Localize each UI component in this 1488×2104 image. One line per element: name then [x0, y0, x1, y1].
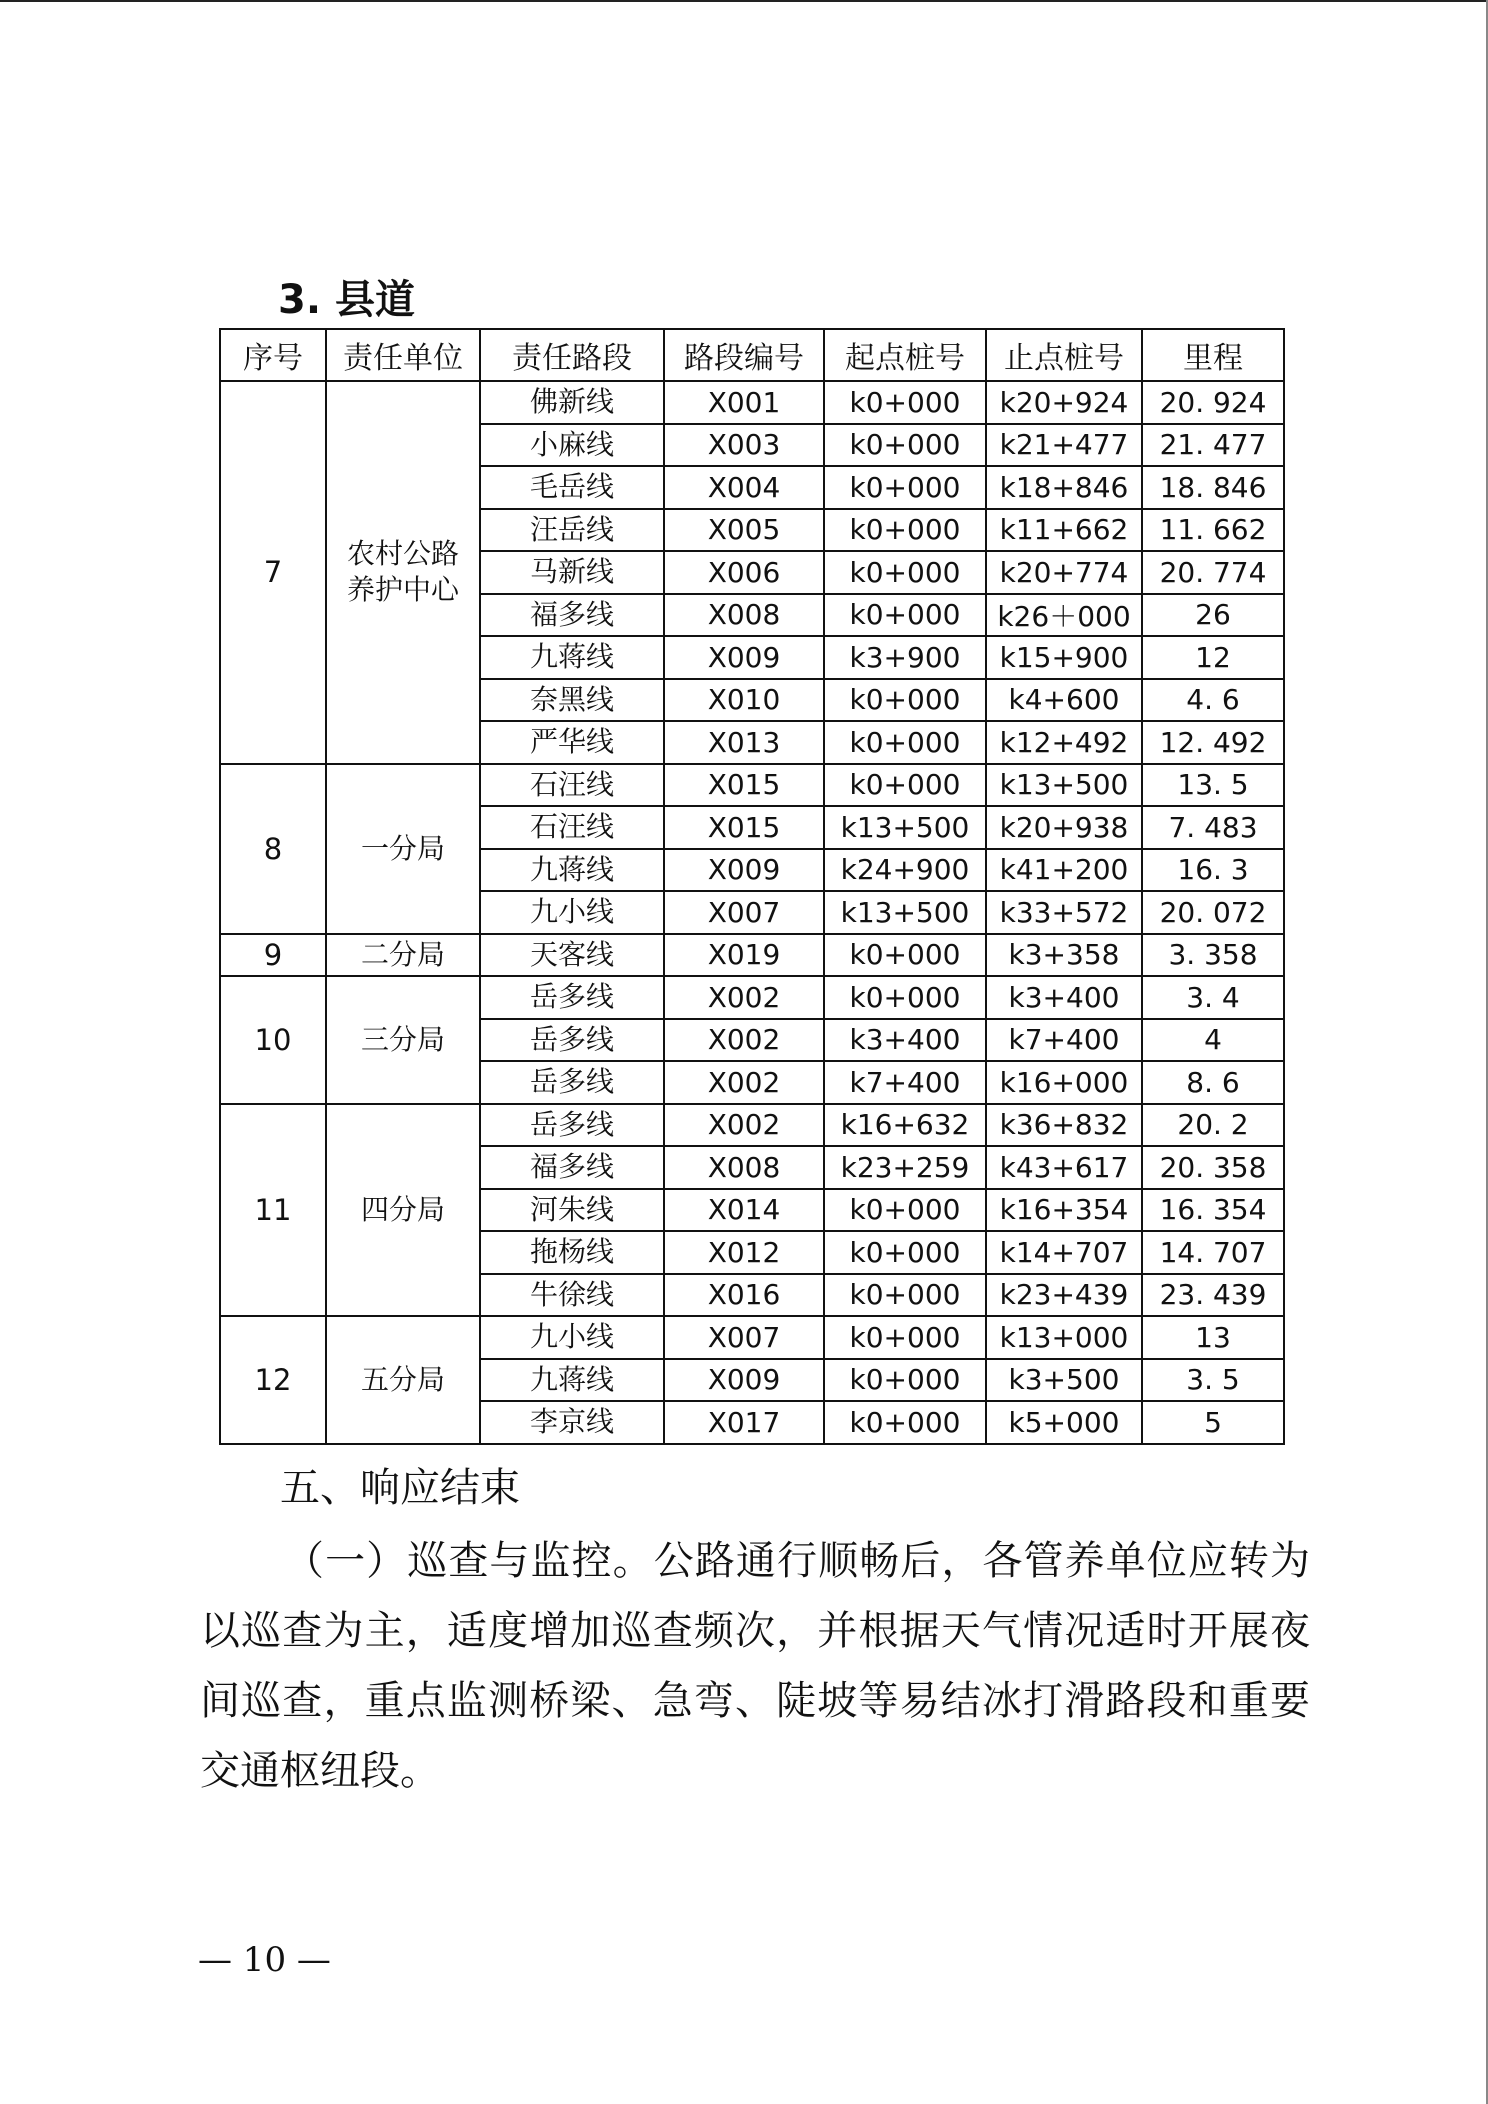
section-name-cell: 小麻线: [480, 424, 664, 467]
table-row: [220, 764, 1284, 807]
start-stake-cell: k0+000: [824, 679, 986, 722]
start-stake-cell: k0+000: [824, 1274, 986, 1317]
end-stake-cell: k3+358: [986, 934, 1142, 977]
start-stake-cell: k0+000: [824, 721, 986, 764]
mileage-cell: 7. 483: [1142, 806, 1284, 849]
end-stake-cell: k3+500: [986, 1359, 1142, 1402]
road-code-cell: X005: [664, 509, 824, 552]
end-stake-cell: k12+492: [986, 721, 1142, 764]
mileage-cell: 20. 774: [1142, 551, 1284, 594]
unit-cell: [326, 381, 480, 764]
header-start: 起点桩号: [824, 329, 986, 381]
end-stake-cell: k21+477: [986, 424, 1142, 467]
seq-cell: 7: [220, 381, 326, 764]
road-code-cell: X017: [664, 1401, 824, 1444]
end-stake-cell: k4+600: [986, 679, 1142, 722]
start-stake-cell: k3+900: [824, 636, 986, 679]
start-stake-cell: k0+000: [824, 976, 986, 1019]
road-code-cell: X010: [664, 679, 824, 722]
mileage-cell: 20. 072: [1142, 891, 1284, 934]
start-stake-cell: k3+400: [824, 1019, 986, 1062]
end-stake-cell: k33+572: [986, 891, 1142, 934]
mileage-cell: 18. 846: [1142, 466, 1284, 509]
county-roads-table: [219, 328, 1285, 1445]
mileage-cell: 20. 358: [1142, 1146, 1284, 1189]
end-stake-cell: k7+400: [986, 1019, 1142, 1062]
mileage-cell: 4: [1142, 1019, 1284, 1062]
mileage-cell: 4. 6: [1142, 679, 1284, 722]
road-code-cell: X001: [664, 381, 824, 424]
road-code-cell: X013: [664, 721, 824, 764]
header-unit: 责任单位: [326, 329, 480, 381]
unit-label-line: 农村公路: [346, 537, 459, 571]
start-stake-cell: k0+000: [824, 934, 986, 977]
seq-cell: 12: [220, 1316, 326, 1444]
start-stake-cell: k0+000: [824, 381, 986, 424]
road-code-cell: X019: [664, 934, 824, 977]
table-header-row: [220, 329, 1284, 381]
section5-heading: 五、响应结束: [280, 1465, 520, 1511]
table-row: [220, 976, 1284, 1019]
section-name-cell: 毛岳线: [480, 466, 664, 509]
start-stake-cell: k23+259: [824, 1146, 986, 1189]
section-name-cell: 岳多线: [480, 1061, 664, 1104]
section-name-cell: 福多线: [480, 1146, 664, 1189]
section-name-cell: 天客线: [480, 934, 664, 977]
end-stake-cell: k20+774: [986, 551, 1142, 594]
mileage-cell: 26: [1142, 594, 1284, 637]
road-code-cell: X004: [664, 466, 824, 509]
end-stake-cell: k5+000: [986, 1401, 1142, 1444]
table-row: [220, 1104, 1284, 1147]
mileage-cell: 20. 924: [1142, 381, 1284, 424]
start-stake-cell: k0+000: [824, 424, 986, 467]
section-name-cell: 拖杨线: [480, 1231, 664, 1274]
section-name-cell: 岳多线: [480, 976, 664, 1019]
mileage-cell: 3. 5: [1142, 1359, 1284, 1402]
header-code: 路段编号: [664, 329, 824, 381]
section-name-cell: 石汪线: [480, 806, 664, 849]
start-stake-cell: k7+400: [824, 1061, 986, 1104]
section-name-cell: 九蒋线: [480, 1359, 664, 1402]
end-stake-cell: k13+500: [986, 764, 1142, 807]
start-stake-cell: k0+000: [824, 509, 986, 552]
road-code-cell: X016: [664, 1274, 824, 1317]
mileage-cell: 16. 354: [1142, 1189, 1284, 1232]
end-stake-cell: k20+938: [986, 806, 1142, 849]
road-code-cell: X014: [664, 1189, 824, 1232]
road-code-cell: X012: [664, 1231, 824, 1274]
seq-cell: 9: [220, 934, 326, 977]
mileage-cell: 12: [1142, 636, 1284, 679]
section-name-cell: 福多线: [480, 594, 664, 637]
start-stake-cell: k0+000: [824, 594, 986, 637]
unit-cell: 三分局: [326, 976, 480, 1104]
end-stake-cell: k14+707: [986, 1231, 1142, 1274]
table-row: [220, 381, 1284, 424]
mileage-cell: 13: [1142, 1316, 1284, 1359]
start-stake-cell: k16+632: [824, 1104, 986, 1147]
unit-cell: 一分局: [326, 764, 480, 934]
header-section: 责任路段: [480, 329, 664, 381]
mileage-cell: 3. 358: [1142, 934, 1284, 977]
unit-cell: 四分局: [326, 1104, 480, 1317]
section-name-cell: 岳多线: [480, 1104, 664, 1147]
end-stake-cell: k15+900: [986, 636, 1142, 679]
section5-paragraph: （一）巡查与监控。公路通行顺畅后，各管养单位应转为以巡查为主，适度增加巡查频次，并根据天气情况适时开展夜间巡查，重点监测桥梁、急弯、陡坡等易结冰打滑路段和重要交通枢纽段。: [200, 1538, 1310, 1794]
mileage-cell: 21. 477: [1142, 424, 1284, 467]
end-stake-cell: k13+000: [986, 1316, 1142, 1359]
road-code-cell: X008: [664, 1146, 824, 1189]
road-code-cell: X002: [664, 1104, 824, 1147]
end-stake-cell: k26＋000: [986, 594, 1142, 637]
start-stake-cell: k0+000: [824, 1359, 986, 1402]
mileage-cell: 12. 492: [1142, 721, 1284, 764]
end-stake-cell: k43+617: [986, 1146, 1142, 1189]
seq-cell: 11: [220, 1104, 326, 1317]
start-stake-cell: k0+000: [824, 466, 986, 509]
start-stake-cell: k0+000: [824, 551, 986, 594]
road-code-cell: X002: [664, 976, 824, 1019]
end-stake-cell: k3+400: [986, 976, 1142, 1019]
header-end: 止点桩号: [986, 329, 1142, 381]
road-code-cell: X009: [664, 849, 824, 892]
page-number: — 10 —: [198, 1940, 331, 1980]
start-stake-cell: k0+000: [824, 1401, 986, 1444]
seq-cell: 8: [220, 764, 326, 934]
end-stake-cell: k18+846: [986, 466, 1142, 509]
table-row: [220, 934, 1284, 977]
mileage-cell: 13. 5: [1142, 764, 1284, 807]
section-name-cell: 九蒋线: [480, 849, 664, 892]
start-stake-cell: k13+500: [824, 806, 986, 849]
road-code-cell: X006: [664, 551, 824, 594]
road-code-cell: X009: [664, 636, 824, 679]
road-code-cell: X003: [664, 424, 824, 467]
start-stake-cell: k0+000: [824, 1231, 986, 1274]
section-name-cell: 马新线: [480, 551, 664, 594]
mileage-cell: 14. 707: [1142, 1231, 1284, 1274]
section-name-cell: 奈黑线: [480, 679, 664, 722]
header-mileage: 里程: [1142, 329, 1284, 381]
section-name-cell: 李京线: [480, 1401, 664, 1444]
road-code-cell: X015: [664, 806, 824, 849]
section-name-cell: 佛新线: [480, 381, 664, 424]
top-border: [0, 0, 1488, 2]
header-seq: 序号: [220, 329, 326, 381]
mileage-cell: 16. 3: [1142, 849, 1284, 892]
unit-cell: 五分局: [326, 1316, 480, 1444]
end-stake-cell: k23+439: [986, 1274, 1142, 1317]
table-row: [220, 1316, 1284, 1359]
section-name-cell: 九小线: [480, 891, 664, 934]
section-name-cell: 岳多线: [480, 1019, 664, 1062]
start-stake-cell: k0+000: [824, 764, 986, 807]
start-stake-cell: k0+000: [824, 1316, 986, 1359]
table-body: [220, 381, 1284, 1444]
road-code-cell: X009: [664, 1359, 824, 1402]
road-code-cell: X007: [664, 891, 824, 934]
section-name-cell: 严华线: [480, 721, 664, 764]
mileage-cell: 11. 662: [1142, 509, 1284, 552]
mileage-cell: 3. 4: [1142, 976, 1284, 1019]
end-stake-cell: k11+662: [986, 509, 1142, 552]
road-code-cell: X002: [664, 1019, 824, 1062]
section-title: 3. 县道: [278, 277, 415, 323]
end-stake-cell: k36+832: [986, 1104, 1142, 1147]
unit-label-line: 养护中心: [346, 573, 459, 607]
section-name-cell: 石汪线: [480, 764, 664, 807]
section-name-cell: 牛徐线: [480, 1274, 664, 1317]
seq-cell: 10: [220, 976, 326, 1104]
road-code-cell: X007: [664, 1316, 824, 1359]
mileage-cell: 23. 439: [1142, 1274, 1284, 1317]
road-code-cell: X015: [664, 764, 824, 807]
section-name-cell: 河朱线: [480, 1189, 664, 1232]
section-name-cell: 九小线: [480, 1316, 664, 1359]
start-stake-cell: k0+000: [824, 1189, 986, 1232]
road-code-cell: X002: [664, 1061, 824, 1104]
mileage-cell: 20. 2: [1142, 1104, 1284, 1147]
section-name-cell: 汪岳线: [480, 509, 664, 552]
start-stake-cell: k13+500: [824, 891, 986, 934]
road-code-cell: X008: [664, 594, 824, 637]
section-name-cell: 九蒋线: [480, 636, 664, 679]
mileage-cell: 5: [1142, 1401, 1284, 1444]
end-stake-cell: k16+354: [986, 1189, 1142, 1232]
end-stake-cell: k20+924: [986, 381, 1142, 424]
end-stake-cell: k16+000: [986, 1061, 1142, 1104]
start-stake-cell: k24+900: [824, 849, 986, 892]
unit-cell: 二分局: [326, 934, 480, 977]
end-stake-cell: k41+200: [986, 849, 1142, 892]
mileage-cell: 8. 6: [1142, 1061, 1284, 1104]
